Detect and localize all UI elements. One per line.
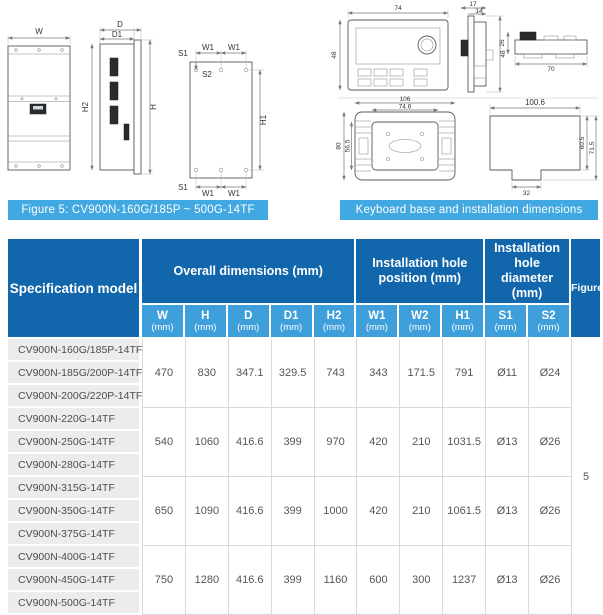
figure-column-header: Figure <box>571 239 600 339</box>
corner-header: Specification model <box>8 239 142 339</box>
value-cell-w1: 420 <box>356 408 399 477</box>
value-cell-h: 1280 <box>185 546 228 615</box>
value-cell-d1: 399 <box>271 546 314 615</box>
value-cell-w2: 171.5 <box>399 339 442 408</box>
value-cell-w1: 420 <box>356 477 399 546</box>
specification-table-wrap <box>8 239 603 615</box>
value-cell-w: 650 <box>142 477 185 546</box>
value-cell-h1: 1061.5 <box>442 477 485 546</box>
model-cell: CV900N-500G-14TF <box>8 592 142 615</box>
model-cell: CV900N-280G-14TF <box>8 454 142 477</box>
dim-label-base-side-h-inner: 60.5 <box>579 136 586 150</box>
column-header-d: D (mm) <box>228 305 271 339</box>
dim-label-h: H <box>149 104 158 110</box>
model-cell: CV900N-350G-14TF <box>8 500 142 523</box>
value-cell-h1: 791 <box>442 339 485 408</box>
figure5-caption: Figure 5: CV900N-160G/185P ~ 500G-14TF <box>8 200 268 220</box>
value-cell-d1: 399 <box>271 408 314 477</box>
model-cell: CV900N-315G-14TF <box>8 477 142 500</box>
model-cell: CV900N-160G/185P-14TF <box>8 339 142 362</box>
value-cell-w2: 300 <box>399 546 442 615</box>
value-cell-s2: Ø26 <box>528 477 571 546</box>
dim-label-keypad-depth: 17 <box>469 1 477 8</box>
technical-drawings <box>0 0 600 232</box>
dim-label-base-side-h-outer: 71.5 <box>589 141 596 155</box>
value-cell-s1: Ø11 <box>485 339 528 408</box>
value-cell-d: 416.6 <box>228 546 271 615</box>
dim-label-keypad-height: 48 <box>331 51 338 59</box>
group-header-1: Installation hole position (mm) <box>356 239 485 305</box>
keyboard-caption: Keyboard base and installation dimensions <box>340 200 598 220</box>
value-cell-w2: 210 <box>399 477 442 546</box>
group-header-2: Installation hole diameter (mm) <box>485 239 571 305</box>
value-cell-h2: 1160 <box>314 546 357 615</box>
value-cell-h2: 970 <box>314 408 357 477</box>
dim-label-base-width: 106 <box>399 96 411 103</box>
dim-label-h1: H1 <box>259 114 268 126</box>
dim-label-d: D <box>117 20 123 29</box>
dim-label-keypad-top-width: 70 <box>547 66 555 73</box>
value-cell-s2: Ø26 <box>528 546 571 615</box>
dim-label-keypad-top-height: 26 <box>499 39 506 47</box>
value-cell-s1: Ø13 <box>485 408 528 477</box>
specification-table <box>8 239 603 615</box>
dim-label-base-side-width: 100.6 <box>524 98 546 107</box>
keypad-top-view <box>499 32 587 73</box>
value-cell-s1: Ø13 <box>485 546 528 615</box>
value-cell-w2: 210 <box>399 408 442 477</box>
value-cell-w: 540 <box>142 408 185 477</box>
model-cell: CV900N-185G/200P-14TF <box>8 362 142 385</box>
dim-label-w1-bottom-left: W1 <box>202 189 214 198</box>
value-cell-w1: 600 <box>356 546 399 615</box>
dim-label-base-side-notch: 32 <box>522 190 531 197</box>
inverter-side-view <box>81 20 158 174</box>
model-cell: CV900N-250G-14TF <box>8 431 142 454</box>
dim-label-s2: S2 <box>202 70 212 79</box>
column-header-d1: D1 (mm) <box>271 305 314 339</box>
dim-label-s1-top: S1 <box>178 49 188 58</box>
value-cell-s2: Ø26 <box>528 408 571 477</box>
value-cell-d1: 329.5 <box>271 339 314 408</box>
dim-label-w1-top-right: W1 <box>228 43 240 52</box>
dim-label-keypad-width: 74 <box>394 5 402 12</box>
value-cell-s1: Ø13 <box>485 477 528 546</box>
model-cell: CV900N-375G-14TF <box>8 523 142 546</box>
column-header-h: H (mm) <box>185 305 228 339</box>
dim-label-d1: D1 <box>111 30 123 39</box>
dim-label-s1-bottom: S1 <box>178 183 188 192</box>
dim-label-base-height: 80 <box>335 142 343 150</box>
dim-label-base-hole-height: 56.5 <box>344 139 352 153</box>
value-cell-d: 347.1 <box>228 339 271 408</box>
column-header-w2: W2 (mm) <box>399 305 442 339</box>
value-cell-w: 750 <box>142 546 185 615</box>
figure-value-cell: 5 <box>571 339 600 615</box>
keypad-front-view <box>331 5 448 90</box>
dim-label-base-hole-width: 74.6 <box>398 103 412 111</box>
model-cell: CV900N-450G-14TF <box>8 569 142 592</box>
value-cell-d1: 399 <box>271 477 314 546</box>
model-cell: CV900N-400G-14TF <box>8 546 142 569</box>
column-header-h1: H1 (mm) <box>442 305 485 339</box>
inverter-front-view <box>8 27 70 170</box>
value-cell-d: 416.6 <box>228 477 271 546</box>
column-header-h2: H2 (mm) <box>314 305 357 339</box>
model-cell: CV900N-200G/220P-14TF <box>8 385 142 408</box>
column-header-s1: S1 (mm) <box>485 305 528 339</box>
value-cell-s2: Ø24 <box>528 339 571 408</box>
keypad-base-side-view <box>490 98 599 197</box>
value-cell-h: 830 <box>185 339 228 408</box>
dim-label-h2: H2 <box>81 101 90 113</box>
value-cell-h2: 1000 <box>314 477 357 546</box>
column-header-w: W (mm) <box>142 305 185 339</box>
dim-label-w1-top-left: W1 <box>202 43 214 52</box>
dim-label-w1-bottom-right: W1 <box>228 189 240 198</box>
value-cell-w: 470 <box>142 339 185 408</box>
value-cell-w1: 343 <box>356 339 399 408</box>
dim-label-keypad-side-height: 48 <box>500 50 507 58</box>
value-cell-d: 416.6 <box>228 408 271 477</box>
inverter-mounting-view <box>178 43 268 198</box>
value-cell-h1: 1031.5 <box>442 408 485 477</box>
value-cell-h: 1090 <box>185 477 228 546</box>
column-header-w1: W1 (mm) <box>356 305 399 339</box>
dim-label-keypad-depth2: 14 <box>475 8 483 15</box>
keypad-base-front-view <box>336 96 456 180</box>
model-cell: CV900N-220G-14TF <box>8 408 142 431</box>
group-header-0: Overall dimensions (mm) <box>142 239 356 305</box>
value-cell-h: 1060 <box>185 408 228 477</box>
value-cell-h1: 1237 <box>442 546 485 615</box>
column-header-s2: S2 (mm) <box>528 305 571 339</box>
value-cell-h2: 743 <box>314 339 357 408</box>
dim-label-w: W <box>35 27 43 36</box>
